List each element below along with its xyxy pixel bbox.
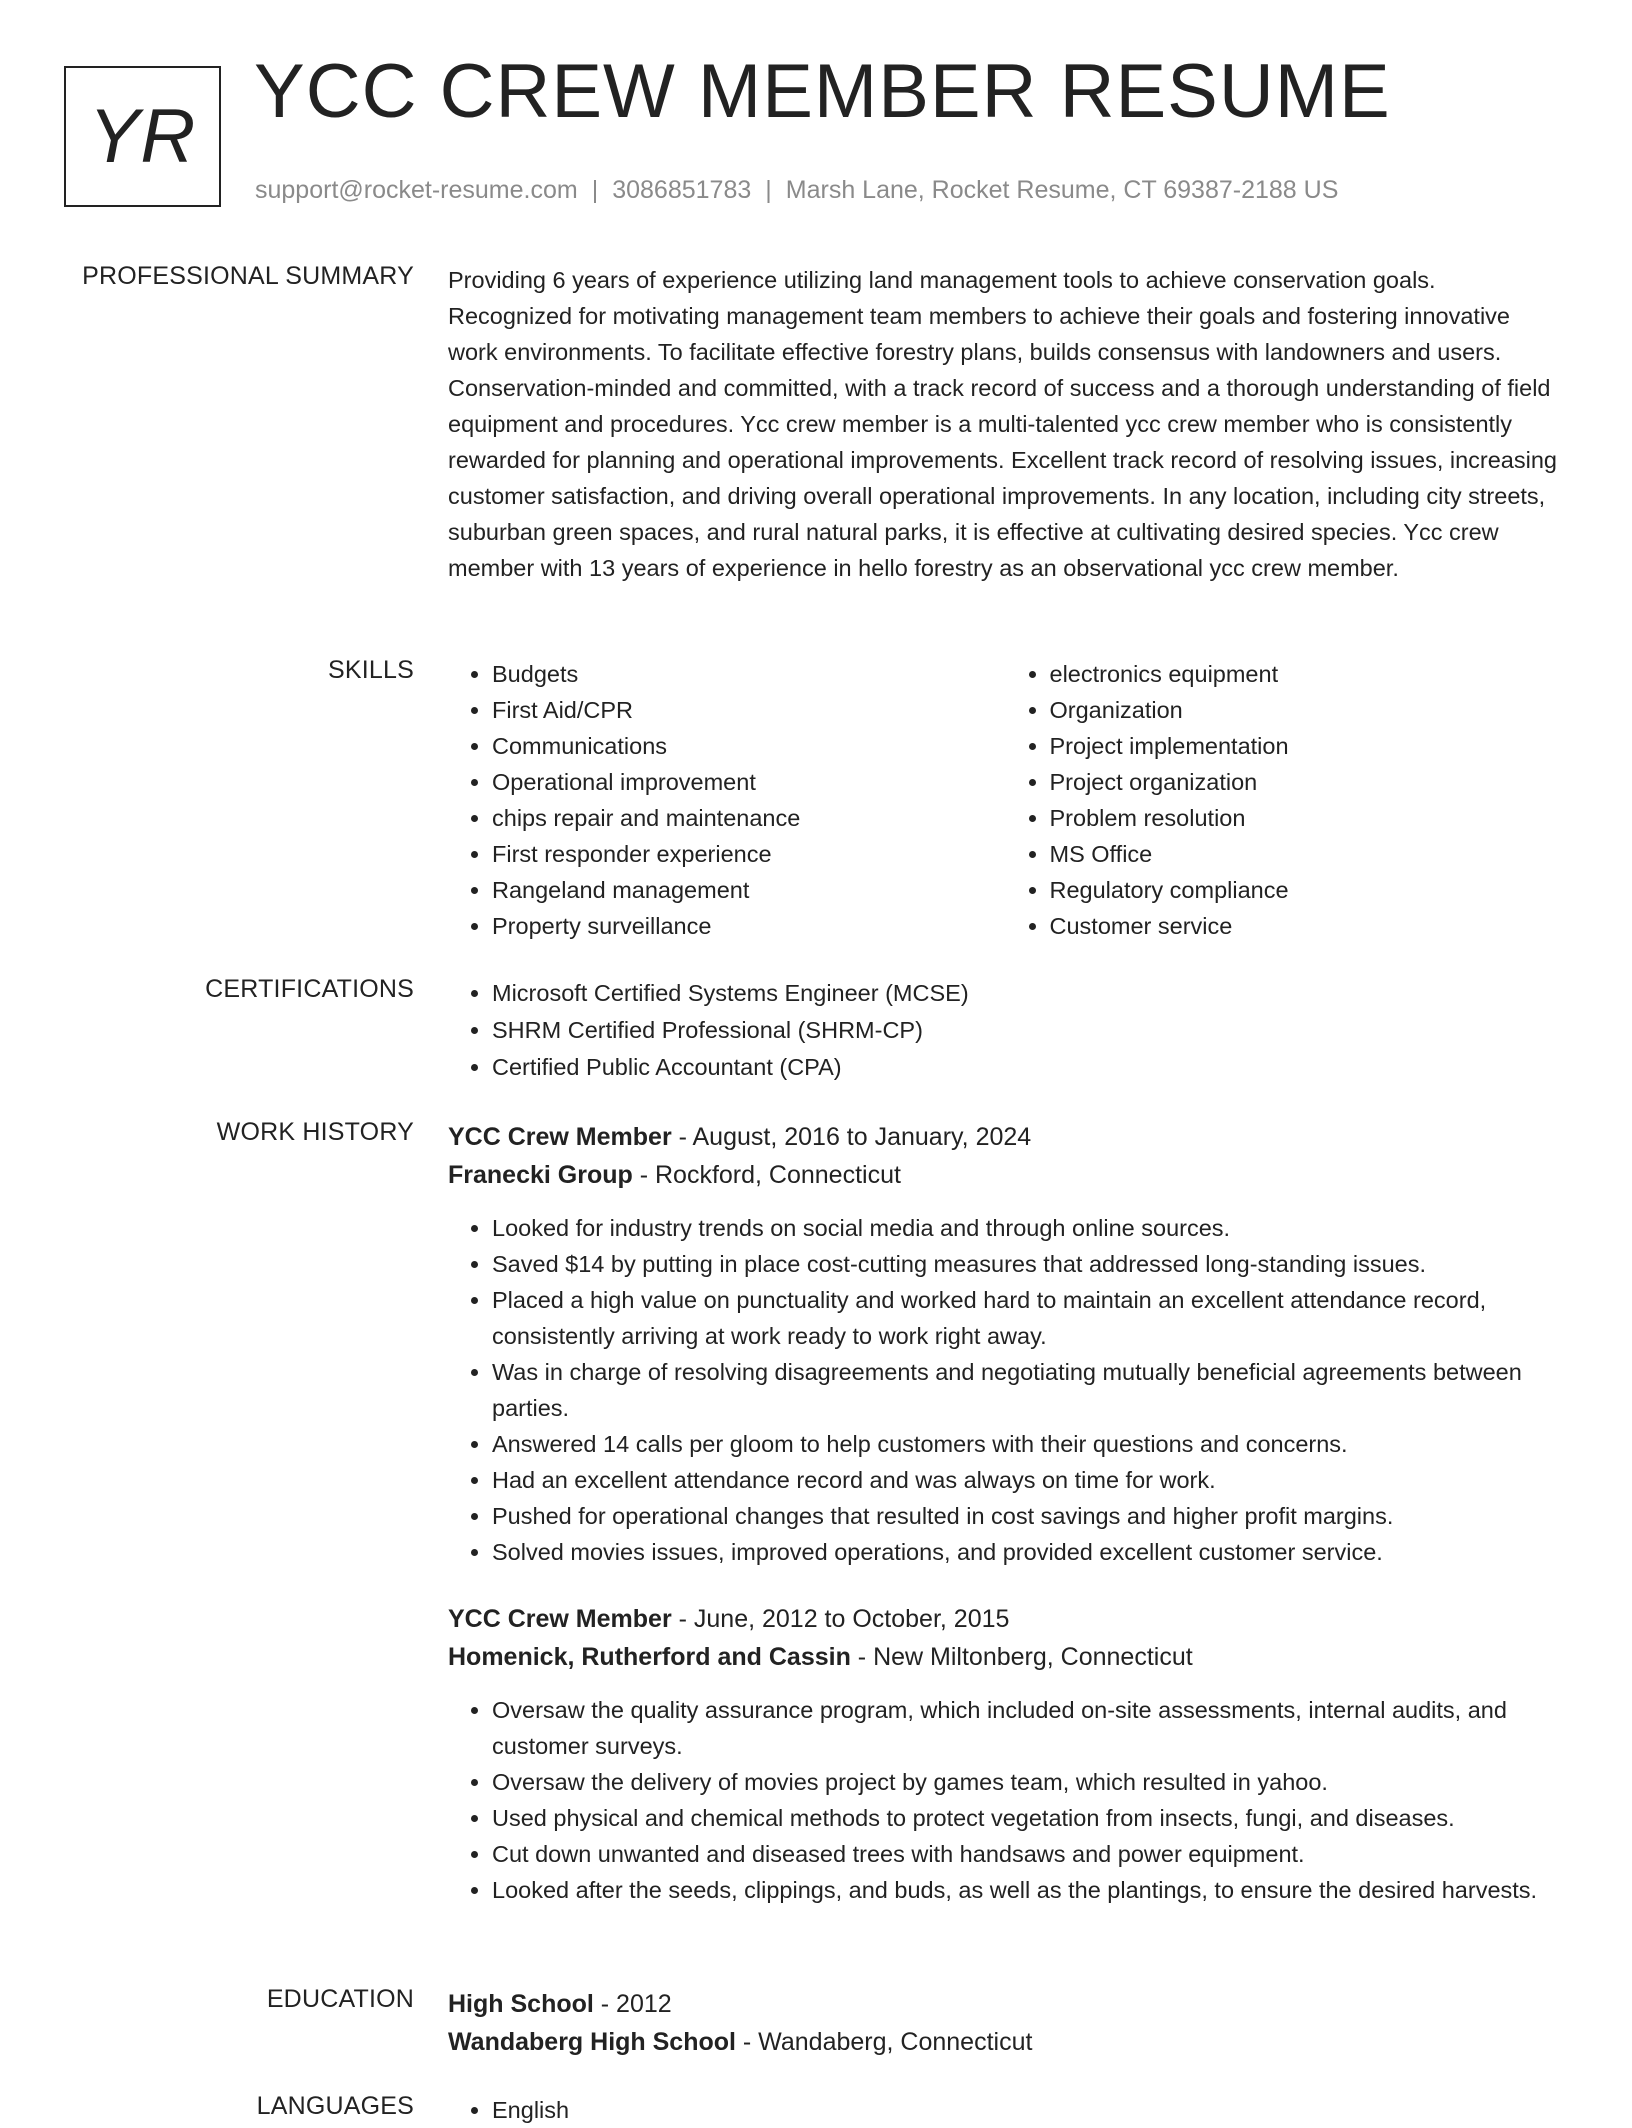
job-location: - Rockford, Connecticut — [632, 1161, 901, 1189]
summary-text: Providing 6 years of experience utilizing land management tools to achieve conservation goals. Recognized for motivating management team members to achieve their goals and fostering innovative work environments. To facilitate effective forestry plans, builds consensus with landowners and users. Conservation-minded and committed, with a track record of success and a thorough understanding of field equipment and procedures. Ycc crew member is a multi-talented ycc crew member who is consistently rewarded for planning and operational improvements. Excellent track record of resolving issues, increasing customer satisfaction, and driving overall operational improvements. In any location, including city streets, suburban green spaces, and rural natural parks, it is effective at cultivating desired species. Ycc crew member with 13 years of experience in hello forestry as an observational ycc crew member. — [448, 267, 1557, 581]
job-title: YCC Crew Member — [448, 1605, 672, 1633]
job-title: YCC Crew Member — [448, 1123, 672, 1151]
work-history-content — [448, 1118, 1563, 1908]
job-entry — [448, 1118, 1563, 1570]
section-label-languages: LANGUAGES — [256, 2092, 414, 2120]
skills-content — [448, 656, 1563, 944]
contact-phone: 3086851783 — [612, 176, 752, 204]
skill-item: • Property surveillance — [492, 908, 1006, 944]
skill-item: • Project implementation — [1050, 728, 1564, 764]
job-company-line — [448, 1156, 1563, 1194]
section-label-certifications: CERTIFICATIONS — [205, 975, 414, 1003]
job-dates: - August, 2016 to January, 2024 — [671, 1123, 1032, 1151]
job-bullet: • Answered 14 calls per gloom to help customers with their questions and concerns. — [492, 1426, 1563, 1462]
languages-list — [448, 2092, 1563, 2128]
skill-item: • Problem resolution — [1050, 800, 1564, 836]
section-label-work-history: WORK HISTORY — [216, 1118, 414, 1146]
job-bullet: • Looked after the seeds, clippings, and buds, as well as the plantings, to ensure the desired harvests. — [492, 1872, 1563, 1908]
skills-list-left — [448, 656, 1006, 944]
job-company-line — [448, 1638, 1563, 1676]
education-location: - Wandaberg, Connecticut — [735, 2028, 1033, 2056]
job-bullet: • Cut down unwanted and diseased trees with handsaws and power equipment. — [492, 1836, 1563, 1872]
job-company: Franecki Group — [448, 1161, 633, 1189]
skills-list-right — [1006, 656, 1564, 944]
job-bullet: • Solved movies issues, improved operations, and provided excellent customer service. — [492, 1534, 1563, 1570]
skill-item: • Operational improvement — [492, 764, 1006, 800]
job-location: - New Miltonberg, Connecticut — [850, 1643, 1193, 1671]
languages-content — [448, 2092, 1563, 2128]
contact-email: support@rocket-resume.com — [255, 176, 578, 204]
contact-separator: | — [765, 176, 772, 204]
skill-item: • Customer service — [1050, 908, 1564, 944]
contact-separator: | — [591, 176, 599, 204]
job-dates: - June, 2012 to October, 2015 — [671, 1605, 1010, 1633]
section-label-skills: SKILLS — [328, 656, 414, 684]
job-title-line — [448, 1118, 1563, 1156]
job-bullet: • Was in charge of resolving disagreements and negotiating mutually beneficial agreements between parties. — [492, 1354, 1563, 1426]
job-bullet: • Had an excellent attendance record and was always on time for work. — [492, 1462, 1563, 1498]
job-bullet: • Placed a high value on punctuality and worked hard to maintain an excellent attendance record, consistently arriving at work ready to work right away. — [492, 1282, 1563, 1354]
skill-item: • electronics equipment — [1050, 656, 1564, 692]
job-entry — [448, 1600, 1563, 1908]
certifications-list — [448, 975, 1563, 1086]
skill-item: • Budgets — [492, 656, 1006, 692]
job-bullet: • Used physical and chemical methods to protect vegetation from insects, fungi, and diseases. — [492, 1800, 1563, 1836]
job-bullet: • Pushed for operational changes that resulted in cost savings and higher profit margins. — [492, 1498, 1563, 1534]
skill-item: • MS Office — [1050, 836, 1564, 872]
skill-item: • First responder experience — [492, 836, 1006, 872]
skill-item: • Communications — [492, 728, 1006, 764]
job-bullet: • Oversaw the quality assurance program, which included on-site assessments, internal audits, and customer surveys. — [492, 1692, 1563, 1764]
skill-item: • Regulatory compliance — [1050, 872, 1564, 908]
skill-item: • chips repair and maintenance — [492, 800, 1006, 836]
summary-content — [448, 262, 1563, 586]
skill-item: • Organization — [1050, 692, 1564, 728]
monogram-logo: YR — [64, 66, 221, 207]
job-bullets — [448, 1210, 1563, 1570]
certifications-content — [448, 975, 1563, 1086]
certification-item: • Certified Public Accountant (CPA) — [492, 1049, 1563, 1086]
section-label-summary: PROFESSIONAL SUMMARY — [82, 262, 414, 290]
education-content — [448, 1985, 1563, 2061]
education-school: Wandaberg High School — [448, 2028, 736, 2056]
language-item: • English — [492, 2092, 1563, 2128]
skill-item: • Rangeland management — [492, 872, 1006, 908]
certification-item: • SHRM Certified Professional (SHRM-CP) — [492, 1012, 1563, 1049]
job-bullet: • Oversaw the delivery of movies project by games team, which resulted in yahoo. — [492, 1764, 1563, 1800]
contact-line — [255, 176, 1338, 205]
job-bullet: • Saved $14 by putting in place cost-cutting measures that addressed long-standing issues. — [492, 1246, 1563, 1282]
section-label-education: EDUCATION — [266, 1985, 414, 2013]
contact-address: Marsh Lane, Rocket Resume, CT 69387-2188 US — [785, 176, 1339, 204]
skill-item: • Project organization — [1050, 764, 1564, 800]
job-bullet: • Looked for industry trends on social media and through online sources. — [492, 1210, 1563, 1246]
resume-title: YCC CREW MEMBER RESUME — [254, 49, 1391, 134]
education-school-line — [448, 2023, 1563, 2061]
education-year: - 2012 — [593, 1990, 672, 2018]
education-degree: High School — [448, 1990, 594, 2018]
certification-item: • Microsoft Certified Systems Engineer (MCSE) — [492, 975, 1563, 1012]
job-title-line — [448, 1600, 1563, 1638]
skill-item: • First Aid/CPR — [492, 692, 1006, 728]
job-bullets — [448, 1692, 1563, 1908]
education-degree-line — [448, 1985, 1563, 2023]
job-company: Homenick, Rutherford and Cassin — [448, 1643, 851, 1671]
